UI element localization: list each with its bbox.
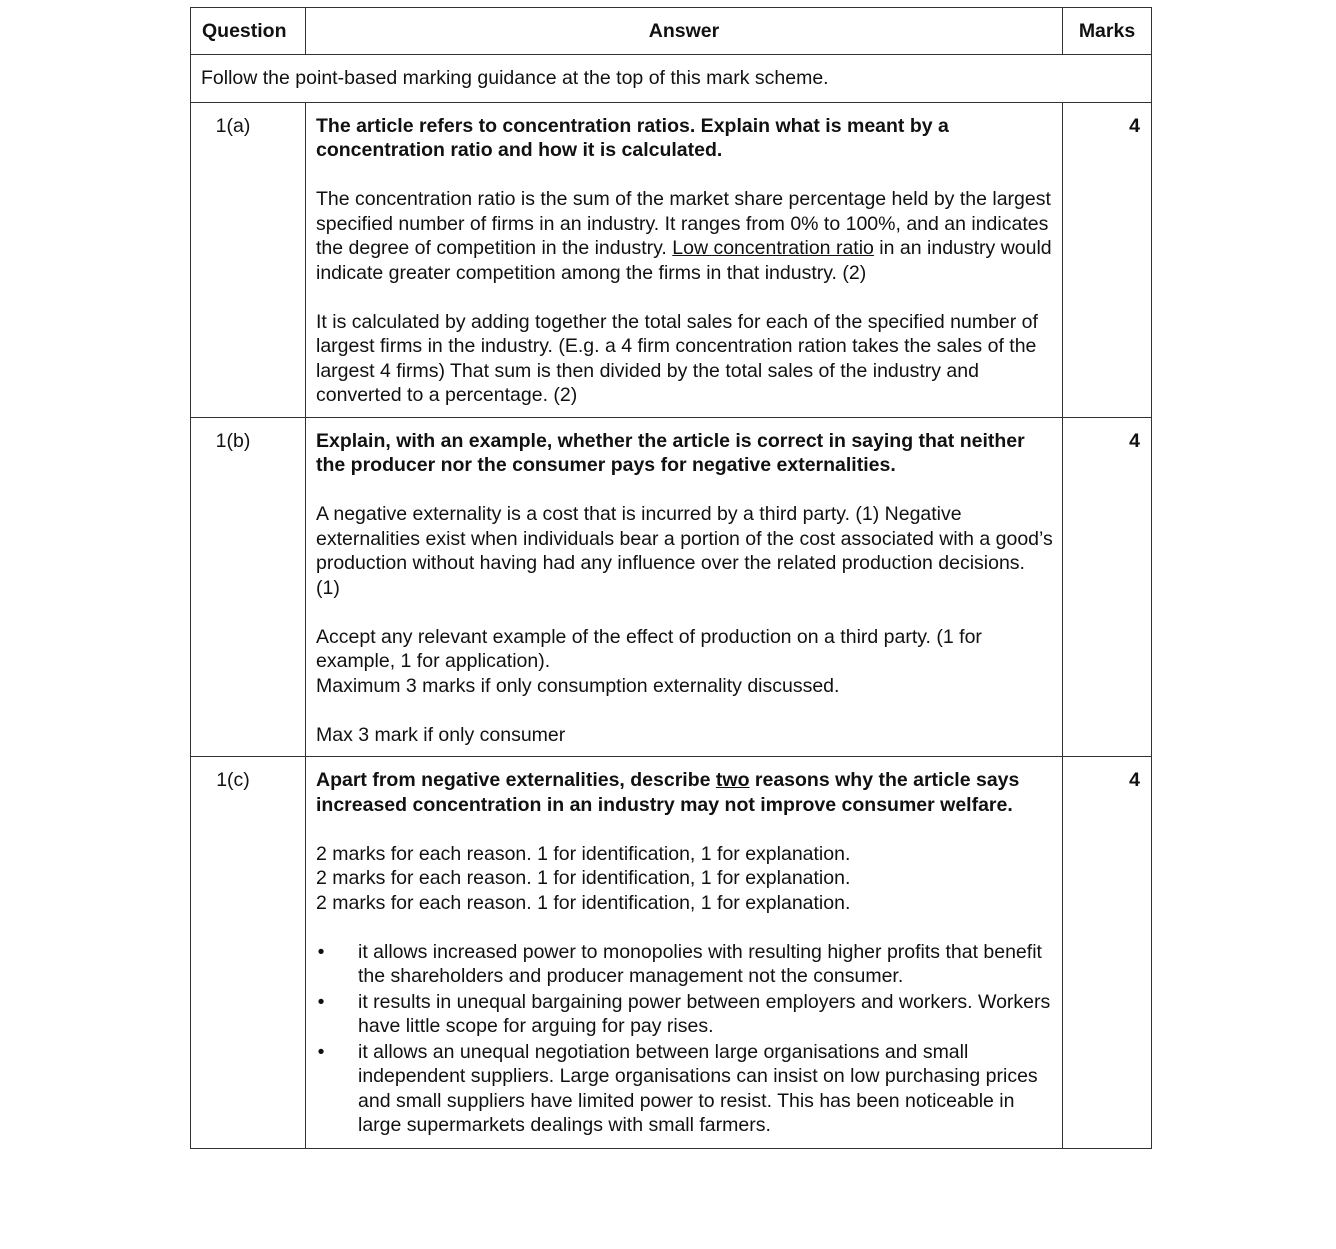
reasons-list (316, 940, 1054, 1138)
header-row (191, 8, 1152, 55)
prompt-text: reasons why the article says increased concentration in an industry may not improve consumer welfare. (316, 769, 1020, 816)
answer-text: in an industry would indicate greater competition among the firms in that industry. (2) (316, 237, 1052, 284)
table-row (191, 417, 1152, 757)
question-number: 1(b) (191, 417, 306, 757)
header-marks: Marks (1063, 8, 1152, 55)
bullet-icon: • (317, 1040, 325, 1063)
question-number: 1(a) (191, 102, 306, 417)
answer-line: 2 marks for each reason. 1 for identification, 1 for explanation. (316, 891, 851, 914)
bullet-icon: • (317, 940, 325, 963)
underlined-term: two (715, 769, 750, 791)
answer-paragraph: It is calculated by adding together the total sales for each of the specified number of largest firms in the industry. (E.g. a 4 firm concentration ration takes the sales of the largest 4 firms) That sum is then divided by the total sales of the industry and converted to a percentage. (2) (316, 310, 1038, 406)
answer-paragraph (316, 842, 1054, 916)
header-answer: Answer (306, 8, 1063, 55)
header-question: Question (191, 8, 306, 55)
answer-cell (306, 417, 1063, 757)
question-prompt (316, 768, 1054, 817)
guidance-row (191, 55, 1152, 103)
list-item-text: it allows increased power to monopolies with resulting higher profits that benefit the shareholders and producer management not the consumer. (358, 940, 1042, 987)
marking-guidance: Follow the point-based marking guidance at the top of this mark scheme. (191, 55, 1152, 103)
answer-line: 2 marks for each reason. 1 for identification, 1 for explanation. (316, 867, 851, 889)
list-item (316, 1040, 1054, 1138)
answer-line: Accept any relevant example of the effect of production on a third party. (1 for example, 1 for application). (316, 625, 982, 672)
answer-paragraph (316, 187, 1054, 285)
answer-paragraph: A negative externality is a cost that is incurred by a third party. (1) Negative externalities exist when individuals bear a portion of the cost associated with a good’s production without having had any influence over the related production decisions. (1) (316, 503, 1053, 599)
list-item (316, 990, 1054, 1039)
marks-value: 4 (1063, 417, 1152, 757)
answer-paragraph (316, 625, 1054, 699)
bullet-icon: • (317, 990, 325, 1013)
table-row (191, 757, 1152, 1149)
prompt-text: Apart from negative externalities, describe (316, 769, 716, 791)
question-prompt: The article refers to concentration ratios. Explain what is meant by a concentration ratio and how it is calculated. (316, 114, 949, 161)
answer-paragraph: Max 3 mark if only consumer (316, 723, 566, 746)
marks-value: 4 (1063, 102, 1152, 417)
list-item (316, 940, 1054, 989)
mark-scheme-table (190, 7, 1152, 1149)
answer-text: The concentration ratio is the sum of the market share percentage held by the largest specified number of firms in an industry. It ranges from 0% to 100%, and an indicates the degree of competition in the industry. (316, 188, 1051, 259)
question-number: 1(c) (191, 757, 306, 1149)
question-prompt: Explain, with an example, whether the article is correct in saying that neither the producer nor the consumer pays for negative externalities. (316, 429, 1025, 476)
table-row (191, 102, 1152, 417)
answer-cell (306, 102, 1063, 417)
answer-line: Maximum 3 marks if only consumption externality discussed. (316, 674, 840, 697)
list-item-text: it results in unequal bargaining power between employers and workers. Workers have little scope for arguing for pay rises. (358, 990, 1051, 1037)
answer-cell (306, 757, 1063, 1149)
answer-line: 2 marks for each reason. 1 for identification, 1 for explanation. (316, 842, 851, 865)
marks-value: 4 (1063, 757, 1152, 1149)
list-item-text: it allows an unequal negotiation between large organisations and small independent suppliers. Large organisations can insist on low purchasing prices and small suppliers have limited power to resist. This has been noticeable in large supermarkets dealings with small farmers. (358, 1040, 1038, 1136)
underlined-term: Low concentration ratio (672, 237, 874, 259)
